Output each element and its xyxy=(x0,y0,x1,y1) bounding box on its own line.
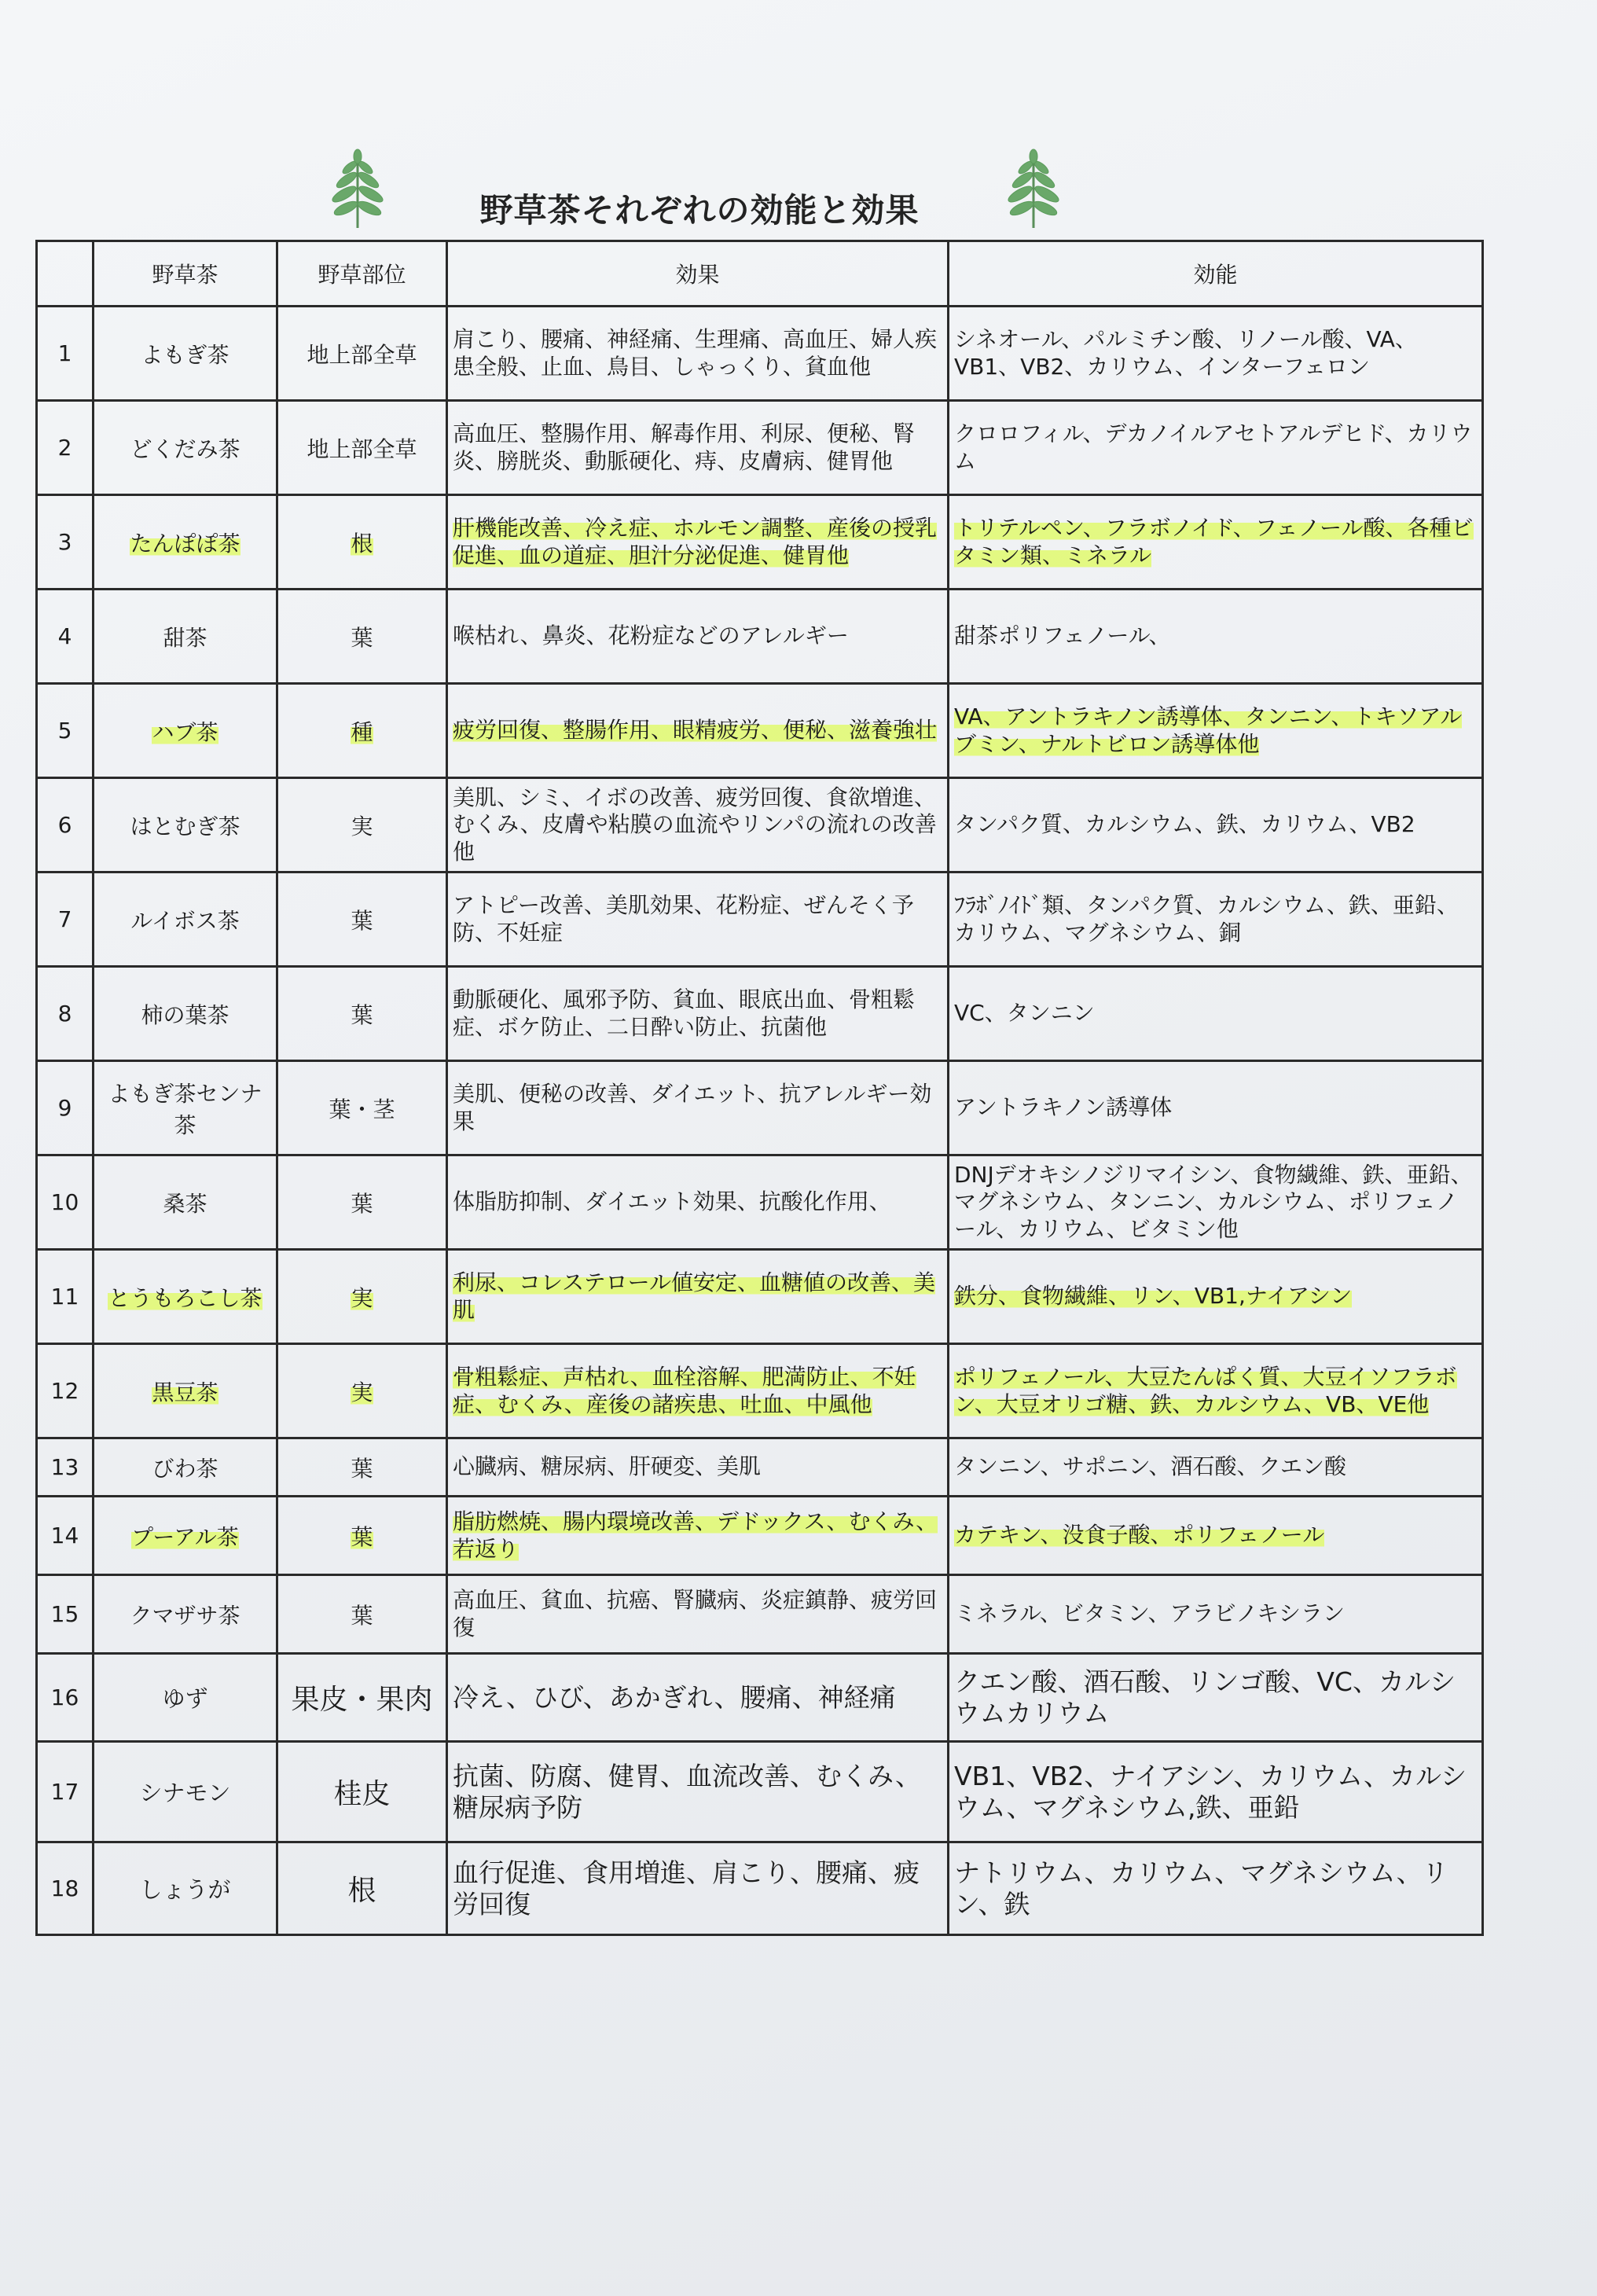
header-plant-part: 野草部位 xyxy=(277,241,447,307)
plant-part xyxy=(277,495,447,590)
table-row xyxy=(37,1497,1483,1575)
row-number xyxy=(37,1654,94,1742)
effect-text-label: 疲労回復、整腸作用、眼精疲労、便秘、滋養強壮 xyxy=(453,717,938,744)
tea-name xyxy=(94,778,277,872)
plant-part-label: 根 xyxy=(351,530,373,557)
fern-leaf-icon xyxy=(314,145,401,232)
row-number-label: 3 xyxy=(57,529,72,555)
composition-text-label: ﾌﾗﾎﾞﾉｲﾄﾞ類、タンパク質、カルシウム、鉄、亜鉛、カリウム、マグネシウム、銅 xyxy=(954,892,1459,946)
composition-text xyxy=(949,778,1483,872)
tea-name xyxy=(94,1155,277,1250)
composition-text xyxy=(949,1842,1483,1935)
plant-part xyxy=(277,1155,447,1250)
row-number xyxy=(37,1061,94,1155)
composition-text-label: VC、タンニン xyxy=(954,1000,1095,1027)
row-number-label: 17 xyxy=(50,1779,79,1805)
header-composition: 効能 xyxy=(949,241,1483,307)
row-number-label: 18 xyxy=(50,1875,79,1901)
row-number-label: 1 xyxy=(57,340,72,366)
row-number xyxy=(37,1250,94,1344)
composition-text-label: タンニン、サポニン、酒石酸、クエン酸 xyxy=(954,1453,1346,1480)
tea-name-label: どくだみ茶 xyxy=(130,435,240,462)
effect-text-label: 体脂肪抑制、ダイエット効果、抗酸化作用、 xyxy=(453,1188,891,1215)
effect-text-label: 美肌、シミ、イボの改善、疲労回復、食欲増進、むくみ、皮膚や粘膜の血流やリンパの流れの改善他 xyxy=(453,784,937,865)
row-number xyxy=(37,495,94,590)
composition-text-label: VA、アントラキノン誘導体、タンニン、トキソアルブミン、ナルトビロン誘導体他 xyxy=(954,703,1463,757)
effect-text xyxy=(447,1842,949,1935)
tea-name xyxy=(94,1842,277,1935)
tea-name xyxy=(94,1742,277,1842)
plant-part xyxy=(277,1842,447,1935)
tea-name-label: はとむぎ茶 xyxy=(130,813,240,839)
tea-name-label: 甜茶 xyxy=(163,624,207,651)
composition-text xyxy=(949,1438,1483,1497)
table-row xyxy=(37,307,1483,401)
effect-text xyxy=(447,590,949,684)
table-row xyxy=(37,1438,1483,1497)
row-number xyxy=(37,1742,94,1842)
table-row xyxy=(37,1061,1483,1155)
row-number xyxy=(37,684,94,778)
effect-text xyxy=(447,1497,949,1575)
composition-text-label: ナトリウム、カリウム、マグネシウム、リン、鉄 xyxy=(954,1857,1448,1919)
table-row xyxy=(37,967,1483,1061)
row-number xyxy=(37,590,94,684)
composition-text xyxy=(949,1155,1483,1250)
composition-text xyxy=(949,684,1483,778)
plant-part xyxy=(277,1344,447,1438)
plant-part-label: 葉 xyxy=(351,624,373,651)
tea-name xyxy=(94,307,277,401)
plant-part-label: 葉 xyxy=(351,1523,373,1550)
composition-text-label: クエン酸、酒石酸、リンゴ酸、VC、カルシウムカリウム xyxy=(954,1666,1456,1728)
tea-name-label: プーアル茶 xyxy=(131,1523,239,1550)
plant-part-label: 桂皮 xyxy=(333,1778,391,1810)
effect-text xyxy=(447,1061,949,1155)
effect-text-label: 肩こり、腰痛、神経痛、生理痛、高血圧、婦人疾患全般、止血、鳥目、しゃっくり、貧血他 xyxy=(453,326,938,380)
composition-text xyxy=(949,1250,1483,1344)
composition-text-label: VB1、VB2、ナイアシン、カリウム、カルシウム、マグネシウム,鉄、亜鉛 xyxy=(954,1760,1467,1823)
plant-part-label: 葉 xyxy=(351,1190,373,1217)
effect-text-label: アトピー改善、美肌効果、花粉症、ぜんそく予防、不妊症 xyxy=(453,892,914,946)
effect-text xyxy=(447,307,949,401)
composition-text-label: タンパク質、カルシウム、鉄、カリウム、VB2 xyxy=(954,811,1415,838)
effect-text-label: 動脈硬化、風邪予防、貧血、眼底出血、骨粗鬆症、ボケ防止、二日酔い防止、抗菌他 xyxy=(453,986,916,1040)
plant-part-label: 地上部全草 xyxy=(307,341,417,368)
header-number xyxy=(37,241,94,307)
tea-name-label: ハブ茶 xyxy=(152,718,218,745)
composition-text-label: カテキン、没食子酸、ポリフェノール xyxy=(954,1522,1325,1548)
row-number xyxy=(37,1438,94,1497)
plant-part-label: 実 xyxy=(351,1379,373,1405)
tea-name-label: よもぎ茶センナ茶 xyxy=(108,1080,262,1138)
composition-text-label: ポリフェノール、大豆たんぱく質、大豆イソフラボン、大豆オリゴ糖、鉄、カルシウム、VB、VE他 xyxy=(954,1364,1457,1417)
composition-text-label: DNJデオキシノジリマイシン、食物繊維、鉄、亜鉛、マグネシウム、タンニン、カルシウム、ポリフェノール、カリウム、ビタミン他 xyxy=(954,1162,1473,1242)
composition-text xyxy=(949,401,1483,495)
table-row xyxy=(37,1575,1483,1654)
table-row xyxy=(37,872,1483,967)
effect-text xyxy=(447,1575,949,1654)
tea-name-label: 桑茶 xyxy=(163,1190,207,1217)
composition-text xyxy=(949,1061,1483,1155)
plant-part xyxy=(277,1742,447,1842)
row-number-label: 2 xyxy=(57,435,72,461)
row-number xyxy=(37,1155,94,1250)
plant-part-label: 葉 xyxy=(351,1001,373,1028)
plant-part xyxy=(277,684,447,778)
composition-text-label: 甜茶ポリフェノール、 xyxy=(954,623,1171,649)
row-number-label: 12 xyxy=(50,1378,79,1404)
effect-text xyxy=(447,1344,949,1438)
effect-text xyxy=(447,1654,949,1742)
row-number-label: 8 xyxy=(57,1001,72,1027)
page-title: 野草茶それぞれの効能と効果 xyxy=(479,191,920,230)
effect-text-label: 脂肪燃焼、腸内環境改善、デドックス、むくみ、若返り xyxy=(453,1508,938,1562)
fern-leaf-icon xyxy=(990,145,1077,232)
row-number xyxy=(37,872,94,967)
row-number-label: 10 xyxy=(50,1189,79,1215)
table-row xyxy=(37,401,1483,495)
tea-name xyxy=(94,967,277,1061)
plant-part xyxy=(277,307,447,401)
effect-text-label: 高血圧、貧血、抗癌、腎臓病、炎症鎮静、疲労回復 xyxy=(453,1587,938,1640)
row-number-label: 13 xyxy=(50,1454,79,1480)
row-number-label: 9 xyxy=(57,1095,72,1121)
tea-name-label: よもぎ茶 xyxy=(141,341,229,368)
table-row xyxy=(37,1742,1483,1842)
effect-text xyxy=(447,967,949,1061)
composition-text xyxy=(949,307,1483,401)
row-number-label: 6 xyxy=(57,812,72,838)
row-number xyxy=(37,1344,94,1438)
effect-text-label: 骨粗鬆症、声枯れ、血栓溶解、肥満防止、不妊症、むくみ、産後の諸疾患、吐血、中風他 xyxy=(453,1364,916,1417)
effect-text xyxy=(447,401,949,495)
composition-text xyxy=(949,1575,1483,1654)
plant-part xyxy=(277,967,447,1061)
composition-text xyxy=(949,1654,1483,1742)
row-number-label: 15 xyxy=(50,1601,79,1627)
table-row xyxy=(37,684,1483,778)
tea-name xyxy=(94,1061,277,1155)
row-number-label: 11 xyxy=(50,1284,79,1310)
tea-name-label: しょうが xyxy=(139,1876,231,1903)
composition-text-label: シネオール、パルミチン酸、リノール酸、VA、VB1、VB2、カリウム、インターフェロン xyxy=(954,326,1417,380)
effect-text-label: 血行促進、食用増進、肩こり、腰痛、疲労回復 xyxy=(453,1857,920,1919)
composition-text xyxy=(949,872,1483,967)
tea-name-label: たんぽぽ茶 xyxy=(130,530,240,557)
composition-text-label: クロロフィル、デカノイルアセトアルデヒド、カリウム xyxy=(954,421,1473,474)
table-row xyxy=(37,1654,1483,1742)
tea-name xyxy=(94,401,277,495)
tea-name xyxy=(94,495,277,590)
plant-part-label: 葉 xyxy=(351,1602,373,1629)
table-body xyxy=(37,307,1483,1935)
effect-text-label: 肝機能改善、冷え症、ホルモン調整、産後の授乳促進、血の道症、胆汁分泌促進、健胃他 xyxy=(453,515,938,568)
tea-name xyxy=(94,1575,277,1654)
effect-text xyxy=(447,1155,949,1250)
composition-text-label: 鉄分、食物繊維、リン、VB1,ナイアシン xyxy=(954,1283,1353,1310)
plant-part-label: 種 xyxy=(351,718,373,745)
tea-name-label: びわ茶 xyxy=(152,1455,218,1482)
composition-text-label: ミネラル、ビタミン、アラビノキシラン xyxy=(954,1600,1346,1627)
plant-part-label: 根 xyxy=(347,1875,376,1907)
plant-part-label: 葉・茎 xyxy=(329,1096,395,1122)
row-number xyxy=(37,967,94,1061)
row-number-label: 7 xyxy=(57,906,72,932)
row-number-label: 16 xyxy=(50,1684,79,1710)
plant-part-label: 葉 xyxy=(351,907,373,934)
row-number xyxy=(37,1497,94,1575)
effect-text-label: 喉枯れ、鼻炎、花粉症などのアレルギー xyxy=(453,623,849,649)
document-header xyxy=(314,145,1085,240)
table-header-row xyxy=(37,241,1483,307)
tea-name-label: クマザサ茶 xyxy=(130,1602,240,1629)
row-number-label: 4 xyxy=(57,623,72,649)
row-number xyxy=(37,401,94,495)
tea-name-label: 柿の葉茶 xyxy=(141,1001,229,1028)
plant-part-label: 実 xyxy=(351,1284,373,1311)
tea-name-label: ルイボス茶 xyxy=(130,907,240,934)
table-row xyxy=(37,778,1483,872)
composition-text xyxy=(949,1497,1483,1575)
effect-text xyxy=(447,1438,949,1497)
effect-text xyxy=(447,684,949,778)
tea-name xyxy=(94,1250,277,1344)
plant-part xyxy=(277,1497,447,1575)
tea-name xyxy=(94,1438,277,1497)
row-number xyxy=(37,1842,94,1935)
plant-part-label: 果皮・果肉 xyxy=(291,1684,433,1716)
effect-text xyxy=(447,1742,949,1842)
plant-part xyxy=(277,1654,447,1742)
plant-part xyxy=(277,401,447,495)
composition-text-label: トリテルペン、フラボノイド、フェノール酸、各種ビタミン類、ミネラル xyxy=(954,515,1474,568)
composition-text xyxy=(949,1742,1483,1842)
effect-text xyxy=(447,872,949,967)
effect-text xyxy=(447,1250,949,1344)
header-effect: 効果 xyxy=(447,241,949,307)
plant-part-label: 地上部全草 xyxy=(307,435,417,462)
tea-name xyxy=(94,1344,277,1438)
plant-part xyxy=(277,1575,447,1654)
effect-text xyxy=(447,778,949,872)
tea-name-label: とうもろこし茶 xyxy=(108,1284,262,1311)
table-row xyxy=(37,590,1483,684)
plant-part xyxy=(277,1438,447,1497)
row-number xyxy=(37,1575,94,1654)
effect-text-label: 美肌、便秘の改善、ダイエット、抗アレルギー効果 xyxy=(453,1081,932,1134)
row-number-label: 14 xyxy=(50,1523,79,1548)
effect-text xyxy=(447,495,949,590)
tea-name xyxy=(94,872,277,967)
composition-text xyxy=(949,967,1483,1061)
row-number xyxy=(37,778,94,872)
tea-name xyxy=(94,1654,277,1742)
plant-part xyxy=(277,778,447,872)
header-tea-name: 野草茶 xyxy=(94,241,277,307)
table-row xyxy=(37,1155,1483,1250)
row-number-label: 5 xyxy=(57,718,72,744)
table-row xyxy=(37,495,1483,590)
effect-text-label: 高血圧、整腸作用、解毒作用、利尿、便秘、腎炎、膀胱炎、動脈硬化、痔、皮膚病、健胃他 xyxy=(453,421,916,474)
plant-part-label: 葉 xyxy=(351,1455,373,1482)
composition-text xyxy=(949,495,1483,590)
table-row xyxy=(37,1250,1483,1344)
tea-name xyxy=(94,684,277,778)
plant-part xyxy=(277,1250,447,1344)
composition-text-label: アントラキノン誘導体 xyxy=(954,1094,1173,1121)
effect-text-label: 利尿、コレステロール値安定、血糖値の改善、美肌 xyxy=(453,1269,936,1323)
tea-name xyxy=(94,1497,277,1575)
effect-text-label: 抗菌、防腐、健胃、血流改善、むくみ、糖尿病予防 xyxy=(453,1760,921,1823)
tea-name-label: シナモン xyxy=(139,1780,231,1806)
plant-part xyxy=(277,1061,447,1155)
row-number xyxy=(37,307,94,401)
effect-text-label: 心臓病、糖尿病、肝硬変、美肌 xyxy=(453,1453,762,1480)
herbal-tea-table xyxy=(35,240,1484,1936)
plant-part-label: 実 xyxy=(351,813,373,839)
table-row xyxy=(37,1842,1483,1935)
composition-text xyxy=(949,590,1483,684)
plant-part xyxy=(277,590,447,684)
tea-name xyxy=(94,590,277,684)
table-row xyxy=(37,1344,1483,1438)
tea-name-label: ゆず xyxy=(162,1685,208,1712)
plant-part xyxy=(277,872,447,967)
composition-text xyxy=(949,1344,1483,1438)
effect-text-label: 冷え、ひび、あかぎれ、腰痛、神経痛 xyxy=(453,1681,896,1713)
tea-name-label: 黒豆茶 xyxy=(152,1379,218,1405)
